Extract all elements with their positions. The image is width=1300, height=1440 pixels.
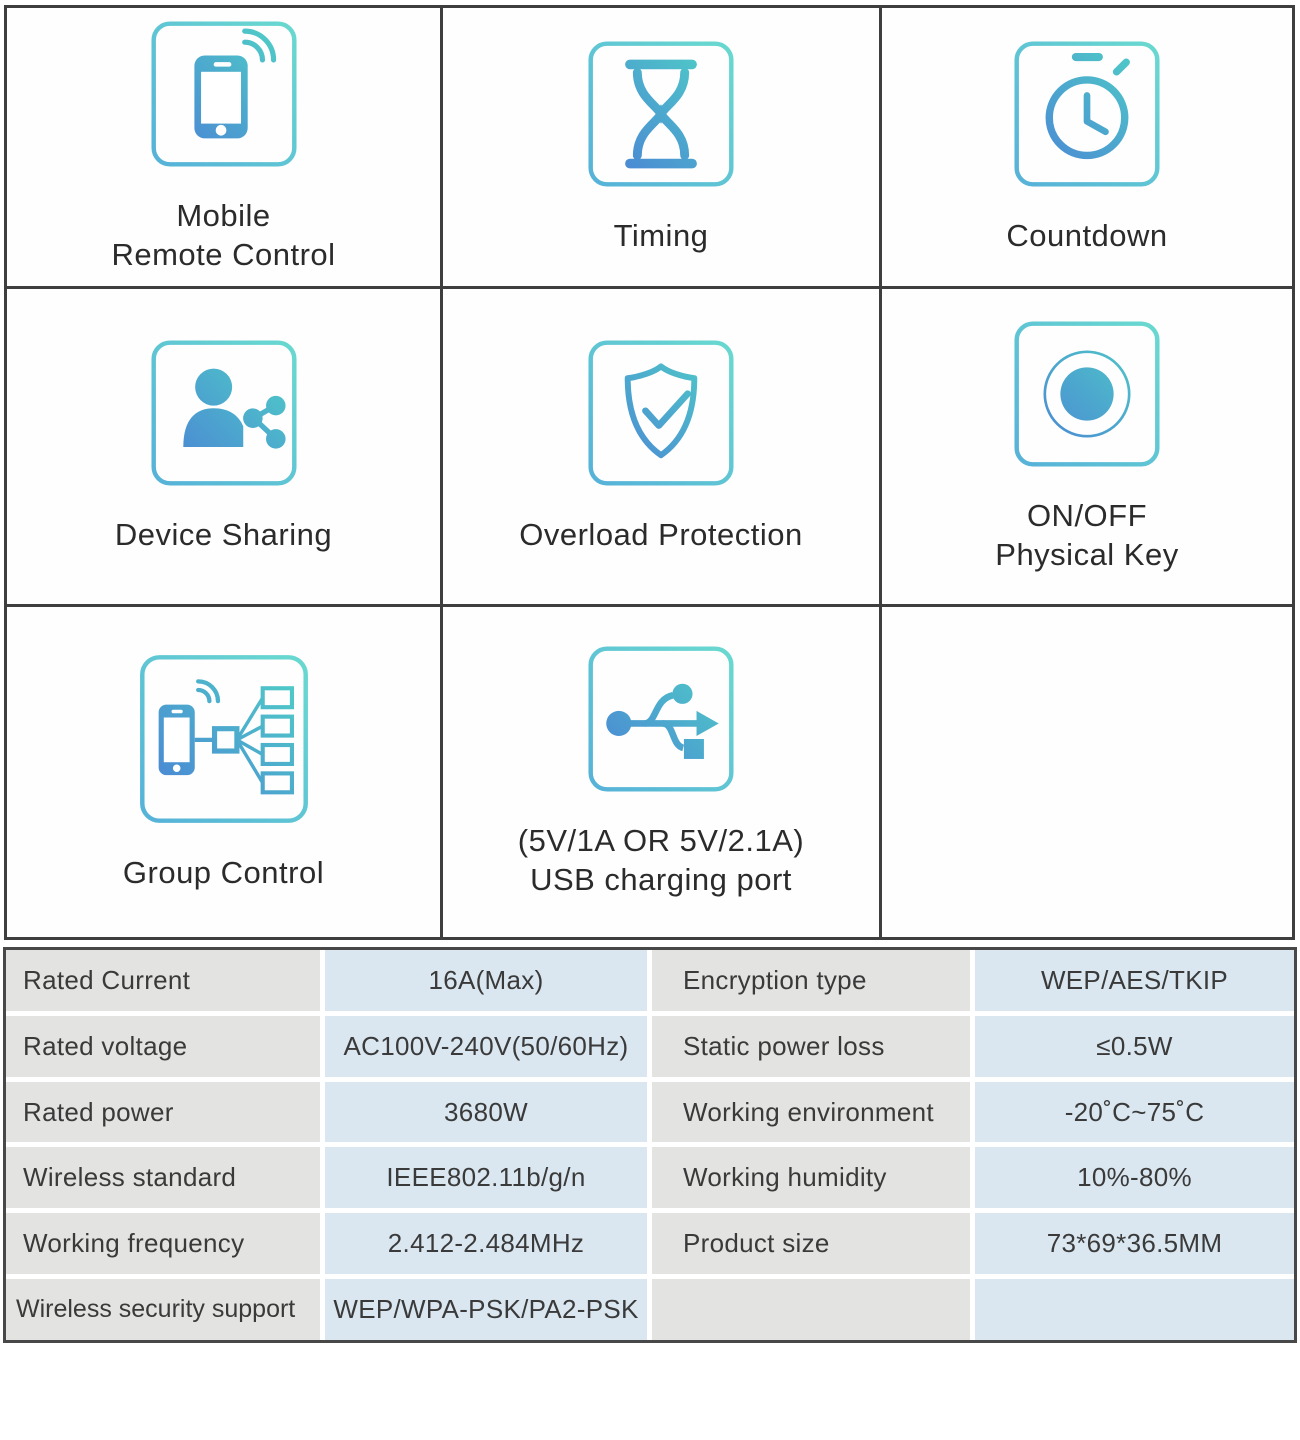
spec-label xyxy=(652,1279,970,1340)
mobile-wifi-icon xyxy=(150,20,298,168)
spec-label: Rated voltage xyxy=(6,1016,320,1077)
spec-value xyxy=(975,1279,1294,1340)
feature-grid xyxy=(4,5,1295,940)
spec-label: Rated Current xyxy=(6,950,320,1011)
feature-label: Group Control xyxy=(122,854,325,890)
spec-value: AC100V-240V(50/60Hz) xyxy=(325,1016,647,1077)
power-button-icon xyxy=(1013,320,1161,468)
feature-card-mobile-remote-control xyxy=(7,8,443,289)
spec-table xyxy=(3,947,1297,1343)
spec-value: 10%-80% xyxy=(975,1147,1294,1208)
spec-value: WEP/AES/TKIP xyxy=(975,950,1294,1011)
feature-card-countdown xyxy=(882,8,1292,289)
stopwatch-icon xyxy=(1013,40,1161,188)
spec-value: IEEE802.11b/g/n xyxy=(325,1147,647,1208)
feature-label: Mobile Remote Control xyxy=(111,198,336,272)
spec-value: 16A(Max) xyxy=(325,950,647,1011)
feature-card-usb-charging-port xyxy=(443,607,882,937)
spec-value: WEP/WPA-PSK/PA2-PSK xyxy=(325,1279,647,1340)
empty-cell xyxy=(882,607,1292,937)
feature-label: Countdown xyxy=(1006,217,1168,253)
spec-value: -20˚C~75˚C xyxy=(975,1082,1294,1143)
spec-label: Working frequency xyxy=(6,1213,320,1274)
phone-multidevice-icon xyxy=(132,653,316,825)
feature-card-device-sharing xyxy=(7,289,443,607)
feature-label: Overload Protection xyxy=(519,517,803,552)
spec-label: Static power loss xyxy=(652,1016,970,1077)
spec-value: ≤0.5W xyxy=(975,1016,1294,1077)
user-share-icon xyxy=(150,339,298,487)
feature-card-on-off-physical-key xyxy=(882,289,1292,607)
spec-label: Working humidity xyxy=(652,1147,970,1208)
feature-card-timing xyxy=(443,8,882,289)
feature-card-group-control xyxy=(7,607,443,937)
spec-value: 73*69*36.5MM xyxy=(975,1213,1294,1274)
spec-value: 3680W xyxy=(325,1082,647,1143)
spec-label: Wireless standard xyxy=(6,1147,320,1208)
spec-label: Encryption type xyxy=(652,950,970,1011)
feature-label: Device Sharing xyxy=(114,517,333,552)
shield-check-icon xyxy=(587,339,735,487)
hourglass-icon xyxy=(587,40,735,188)
spec-label: Working environment xyxy=(652,1082,970,1143)
spec-label: Wireless security support xyxy=(6,1279,320,1340)
spec-value: 2.412-2.484MHz xyxy=(325,1213,647,1274)
spec-label: Rated power xyxy=(6,1082,320,1143)
feature-card-overload-protection xyxy=(443,289,882,607)
usb-icon xyxy=(587,645,735,793)
feature-label: Timing xyxy=(613,217,709,253)
feature-label: (5V/1A OR 5V/2.1A) USB charging port xyxy=(517,823,805,897)
spec-label: Product size xyxy=(652,1213,970,1274)
feature-label: ON/OFF Physical Key xyxy=(995,497,1179,572)
